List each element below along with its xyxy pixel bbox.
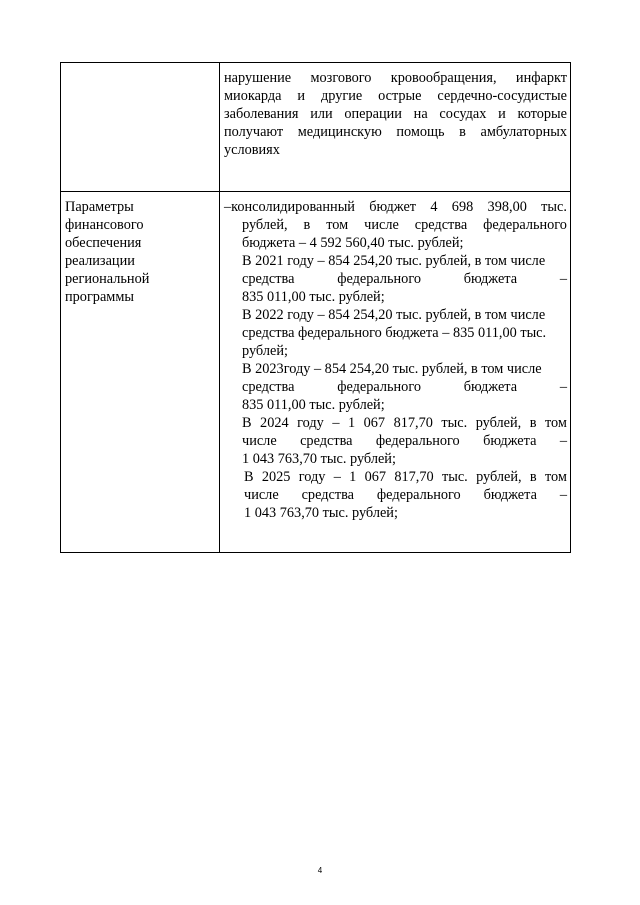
financing-line: 835 011,00 тыс. рублей; xyxy=(242,289,385,305)
financing-line: рублей, в том числе средства федерального xyxy=(242,217,567,233)
label-line: программы xyxy=(65,289,135,305)
financing-line: рублей; xyxy=(242,343,288,359)
label-line: региональной xyxy=(65,271,150,287)
financing-line: средства федерального бюджета – 835 011,00 тыс. xyxy=(242,325,547,341)
financing-line: 1 043 763,70 тыс. рублей; xyxy=(242,451,396,467)
financing-line: бюджета – 4 592 560,40 тыс. рублей; xyxy=(242,235,464,251)
label-line: обеспечения xyxy=(65,235,142,251)
table-row xyxy=(61,192,571,553)
row1-left-cell xyxy=(61,63,220,192)
financing-line: В 2025 году – 1 067 817,70 тыс. рублей, в том xyxy=(244,469,567,485)
financing-line: средства федерального бюджета – xyxy=(242,271,567,287)
table-row xyxy=(61,63,571,192)
financing-parameters-label xyxy=(61,192,220,553)
financing-line: числе средства федерального бюджета – xyxy=(242,433,567,449)
financing-line: В 2022 году – 854 254,20 тыс. рублей, в том числе xyxy=(242,307,546,323)
financing-parameters-values xyxy=(220,192,571,553)
financing-line: В 2021 году – 854 254,20 тыс. рублей, в том числе xyxy=(242,253,546,269)
label-line: Параметры xyxy=(65,199,134,215)
regional-program-table xyxy=(60,62,571,553)
financing-line: средства федерального бюджета – xyxy=(242,379,567,395)
financing-line: В 2024 году – 1 067 817,70 тыс. рублей, в том xyxy=(242,415,567,431)
label-line: реализации xyxy=(65,253,135,269)
label-line: финансового xyxy=(65,217,144,233)
financing-line: В 2023году – 854 254,20 тыс. рублей, в том числе xyxy=(242,361,542,377)
financing-line: –консолидированный бюджет 4 698 398,00 тыс. xyxy=(224,199,567,215)
row1-right-cell: нарушение мозгового кровообращения, инфаркт миокарда и другие острые сердечно-сосудистые заболевания или операции на сосудах и которые получают медицинскую помощь в амбулаторных условиях xyxy=(220,63,571,192)
page-number: 4 xyxy=(317,866,323,875)
financing-line: 1 043 763,70 тыс. рублей; xyxy=(244,505,398,521)
financing-line: 835 011,00 тыс. рублей; xyxy=(242,397,385,413)
financing-line: числе средства федерального бюджета – xyxy=(244,487,567,503)
